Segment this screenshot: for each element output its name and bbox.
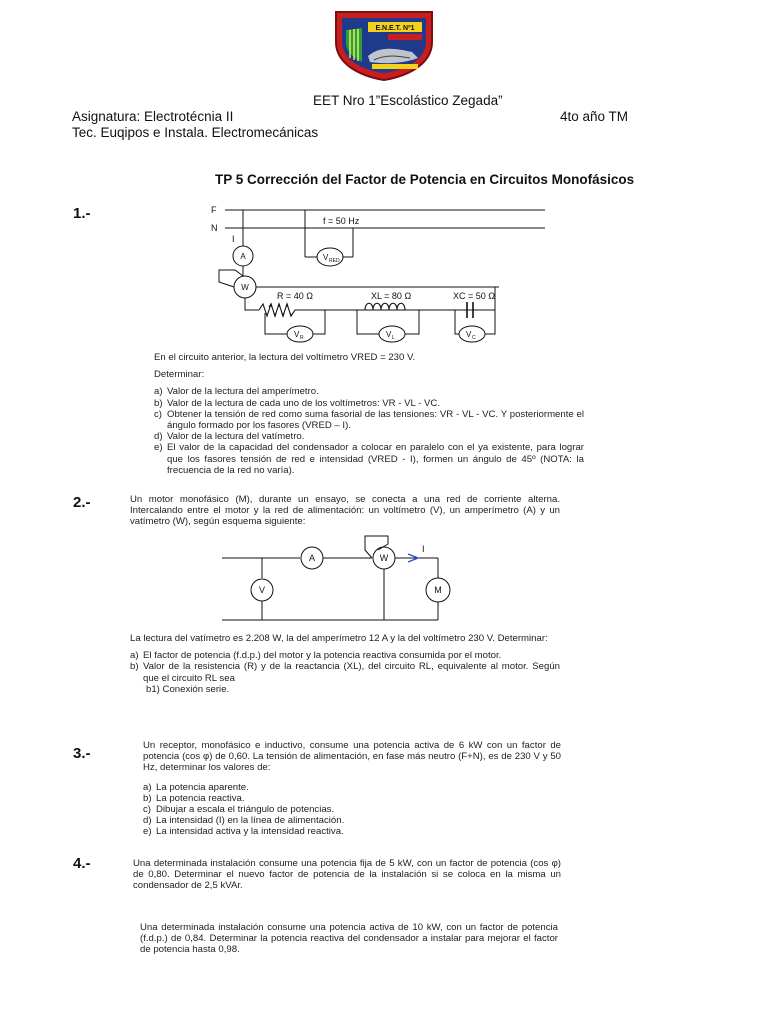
page-title: TP 5 Corrección del Factor de Potencia en Circuitos Monofásicos — [215, 172, 635, 187]
list-item: a) Valor de la lectura del amperímetro. — [154, 386, 319, 398]
svg-text:L: L — [392, 335, 395, 341]
motor-m: M — [434, 585, 442, 595]
exercise-2-sub: b1) Conexión serie. — [146, 683, 230, 695]
voltmeter-vl: V — [386, 330, 392, 339]
list-item: e) La intensidad activa y la intensidad reactiva. — [143, 826, 344, 838]
subject-line: Asignatura: Electrotécnia II — [72, 109, 234, 124]
list-item: e) El valor de la capacidad del condensador a colocar en paralelo con el ya existente, para lograr que los fasores tensión de red e intensidad (VRED - I), formen un ángulo de 45º (NOTA: la frecuencia de la red no varía). — [154, 442, 584, 476]
list-item: b) Valor de la resistencia (R) y de la reactancia (XL), del circuito RL, equivalente al motor. Según que el circuito RL sea — [130, 661, 560, 684]
label-xl: XL = 80 Ω — [371, 291, 412, 301]
list-item: d) La intensidad (I) en la línea de alimentación. — [143, 815, 345, 827]
svg-text:RED: RED — [329, 258, 340, 264]
exercise-3-number: 3.- — [73, 745, 91, 762]
exercise-2-data: La lectura del vatímetro es 2.208 W, la del amperímetro 12 A y la del voltímetro 230 V. Determinar: — [130, 633, 548, 644]
exercise-4-paragraph-1: Una determinada instalación consume una potencia fija de 5 kW, con un factor de potencia (cos φ) de 0,80. Determinar el nuevo factor de potencia de la instalación si se coloca en la misma un condensador de 2,5 kVAr. — [133, 858, 561, 892]
exercise-1-intro: En el circuito anterior, la lectura del voltímetro VRED = 230 V. — [154, 352, 416, 363]
list-item: b) La potencia reactiva. — [143, 792, 245, 804]
label-f: F — [211, 205, 217, 215]
list-item: c) Obtener la tensión de red como suma fasorial de las tensiones: VR - VL - VC. Y posteriormente el ángulo formado por los fasores (VRED – I). — [154, 408, 584, 432]
exercise-1-determine: Determinar: — [154, 369, 205, 381]
exercise-4-paragraph-2: Una determinada instalación consume una potencia activa de 10 kW, con un factor de potencia (f.d.p.) de 0,84. Determinar la potencia reactiva del condensador a instalar para mejorar el factor de potencia hasta 0,98. — [140, 922, 558, 956]
exercise-3-list — [143, 782, 561, 838]
ammeter-a-2: A — [308, 553, 316, 563]
wattmeter-w-2: W — [379, 553, 389, 563]
specialty-line: Tec. Euqipos e Instala. Electromecánicas — [72, 125, 319, 140]
logo-text: E.N.E.T. Nº1 — [375, 25, 415, 32]
voltmeter-vr: V — [294, 330, 300, 339]
ammeter-a: A — [240, 252, 246, 261]
label-frequency: f = 50 Hz — [323, 216, 360, 226]
exercise-3-intro: Un receptor, monofásico e inductivo, consume una potencia activa de 6 kW con un factor de potencia (cos φ) de 0,60. La tensión de alimentación, en fase más neutro (F+N), es de 230 V y 50 Hz, determinar los valores de: — [143, 740, 561, 774]
year-label: 4to año TM — [560, 109, 629, 124]
svg-text:R: R — [300, 335, 304, 341]
exercise-2-number: 2.- — [73, 494, 91, 511]
label-xc: XC = 50 Ω — [453, 291, 495, 301]
exercise-2-list — [130, 650, 560, 684]
voltmeter-v-2: V — [258, 585, 266, 595]
label-r: R = 40 Ω — [277, 291, 313, 301]
circuit-diagram-2 — [220, 530, 470, 630]
list-item: a) La potencia aparente. — [143, 781, 249, 793]
school-logo — [332, 8, 436, 82]
exercise-1-list — [154, 386, 584, 476]
school-name: EET Nro 1”Escolástico Zegada” — [313, 93, 503, 108]
list-item: d) Valor de la lectura del vatímetro. — [154, 431, 305, 443]
voltmeter-vc: V — [466, 330, 472, 339]
list-item: a) El factor de potencia (f.d.p.) del motor y la potencia reactiva consumida por el motor. — [130, 650, 502, 662]
exercise-2-intro: Un motor monofásico (M), durante un ensayo, se conecta a una red de corriente alterna. Intercalando entre el motor y la red de alimentación: un voltímetro (V), un amperímetro (A) y un vatímetro (W), según esquema siguiente: — [130, 494, 560, 528]
label-n: N — [211, 223, 218, 233]
list-item: b) Valor de la lectura de cada uno de los voltímetros: VR - VL - VC. — [154, 397, 441, 409]
wattmeter-w: W — [241, 283, 249, 292]
circuit-diagram-1 — [205, 200, 550, 350]
exercise-1-text — [154, 352, 584, 476]
exercise-3-text — [143, 740, 561, 838]
label-i: I — [232, 234, 235, 244]
label-i-2: I — [422, 544, 425, 554]
exercise-4-number: 4.- — [73, 855, 91, 872]
voltmeter-vred: V — [323, 253, 329, 262]
list-item: c) Dibujar a escala el triángulo de potencias. — [143, 804, 335, 816]
exercise-1-number: 1.- — [73, 205, 91, 222]
svg-text:C: C — [472, 335, 476, 341]
exercise-2-text — [130, 633, 560, 695]
